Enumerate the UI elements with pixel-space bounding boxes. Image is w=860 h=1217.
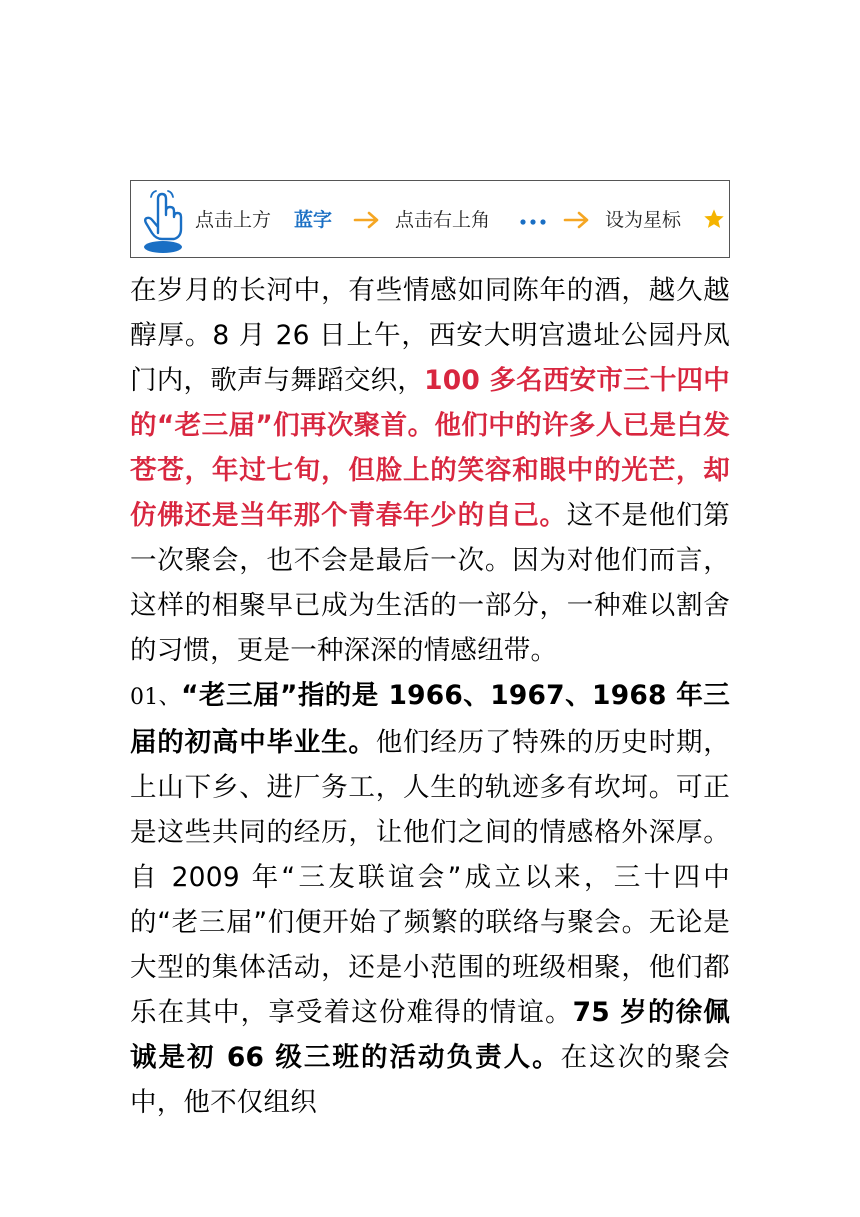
arrow-right-icon bbox=[353, 210, 381, 230]
banner-step3-label: 设为星标 bbox=[605, 209, 682, 231]
paragraph-2-body: 他们经历了特殊的历史时期，上山下乡、进厂务工，人生的轨迹多有坎坷。可正是这些共同的经历，让他们之间的情感格外深厚。自 2009 年“三友联谊会”成立以来，三十四中的“老三届”们便开始了频繁的联络与聚会。无论是大型的集体活动，还是小范围的班级相聚，他们都乐在其中，享受着这份难得的情谊。 bbox=[130, 727, 730, 1028]
banner-step2-label: 点击右上角 bbox=[395, 209, 491, 231]
paragraph-2 bbox=[130, 673, 730, 1125]
paragraph-2-bold-lead: “老三届”指的是 1966、1967、1968 年三届的初高中毕业生。 bbox=[130, 680, 730, 758]
paragraph-1-intro: 在岁月的长河中，有些情感如同陈年的酒，越久越醇厚。8 月 26 日上午，西安大明宫遗址公园丹凤门内，歌声与舞蹈交织， bbox=[130, 275, 730, 396]
hand-pointer-icon bbox=[141, 189, 187, 255]
section-number: 01、 bbox=[130, 685, 182, 710]
paragraph-1-highlight: 100 多名西安市三十四中的“老三届”们再次聚首。他们中的许多人已是白发苍苍，年过七旬，但脸上的笑容和眼中的光芒，却仿佛还是当年那个青春年少的自己。 bbox=[130, 365, 730, 531]
banner-blue-text-link[interactable]: 蓝字 bbox=[294, 209, 333, 231]
paragraph-1-rest: 这不是他们第一次聚会，也不会是最后一次。因为对他们而言，这样的相聚早已成为生活的一部分，一种难以割舍的习惯，更是一种深深的情感纽带。 bbox=[130, 500, 730, 666]
paragraph-2-bold-tail: 75 岁的徐佩诚是初 66 级三班的活动负责人。 bbox=[130, 997, 730, 1073]
paragraph-2-tail: 在这次的聚会中，他不仅组织 bbox=[130, 1042, 730, 1118]
star-icon bbox=[703, 208, 725, 230]
more-dots-icon[interactable] bbox=[519, 218, 547, 226]
paragraph-1 bbox=[130, 268, 730, 673]
follow-banner bbox=[130, 180, 730, 258]
article-body bbox=[130, 268, 730, 1125]
banner-step1-label: 点击上方 bbox=[195, 209, 272, 231]
arrow-right-icon bbox=[563, 210, 591, 230]
